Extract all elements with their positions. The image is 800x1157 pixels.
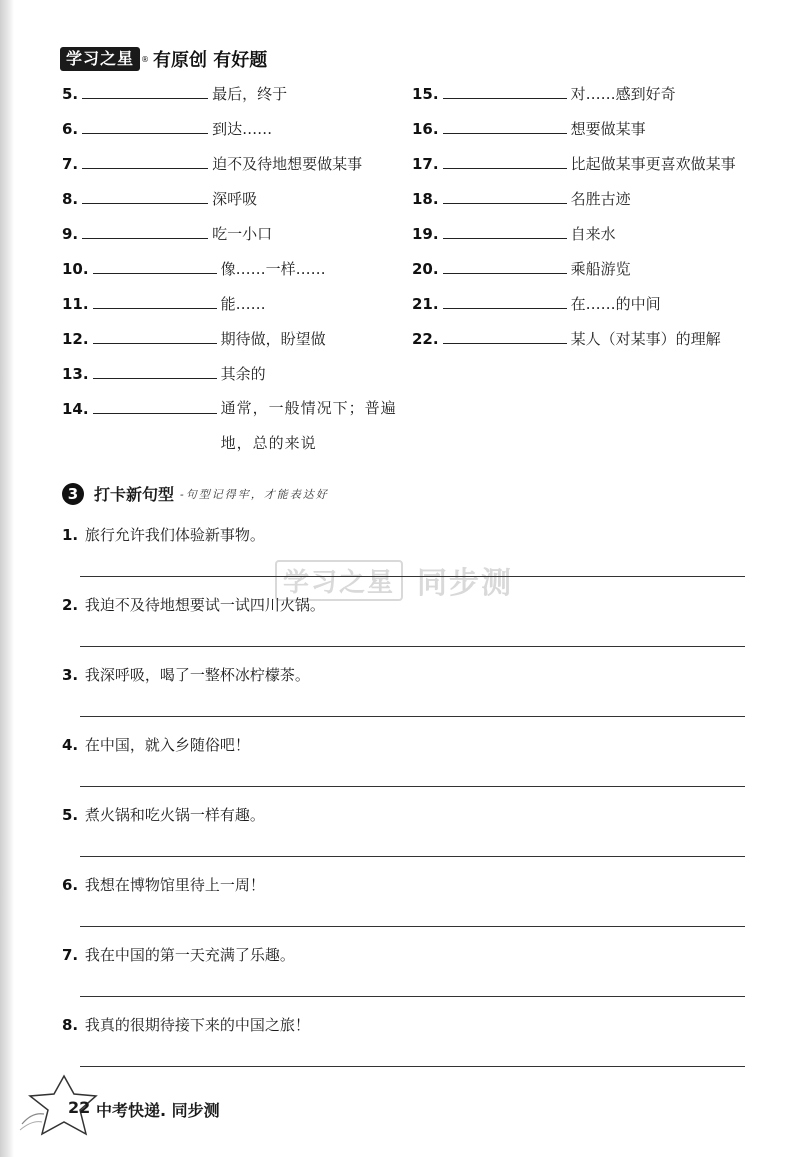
item-number: 3. — [62, 666, 79, 684]
answer-blank[interactable] — [443, 83, 567, 99]
answer-blank[interactable] — [93, 363, 217, 379]
item-number: 19. — [412, 225, 439, 243]
page-edge — [0, 0, 14, 1157]
sentence-text: 我深呼吸，喝了一整杯冰柠檬茶。 — [84, 666, 310, 684]
sentence-text: 我想在博物馆里待上一周！ — [84, 876, 265, 894]
page-number: 22 — [68, 1098, 91, 1117]
sentence-item — [62, 804, 265, 826]
answer-blank[interactable] — [82, 223, 208, 239]
vocab-item — [412, 258, 631, 280]
answer-line[interactable] — [80, 786, 745, 787]
slogan: 有原创 有好题 — [153, 50, 268, 71]
item-meaning: 在……的中间 — [570, 295, 661, 313]
vocab-item — [62, 223, 272, 245]
sentence-text: 在中国，就入乡随俗吧！ — [84, 736, 250, 754]
item-number: 9. — [62, 225, 79, 243]
answer-line[interactable] — [80, 856, 745, 857]
item-number: 5. — [62, 806, 79, 824]
sentence-item — [62, 524, 265, 546]
registered-mark: ® — [141, 54, 150, 64]
item-number: 13. — [62, 365, 89, 383]
sentence-text: 我真的很期待接下来的中国之旅！ — [84, 1016, 310, 1034]
vocab-item — [62, 293, 266, 315]
item-number: 2. — [62, 596, 79, 614]
section-title: 打卡新句型 — [94, 485, 175, 504]
item-meaning: 到达…… — [212, 120, 273, 138]
answer-blank[interactable] — [93, 328, 217, 344]
item-number: 8. — [62, 1016, 79, 1034]
sentence-item — [62, 944, 295, 966]
item-meaning: 自来水 — [570, 225, 616, 243]
item-number: 11. — [62, 295, 89, 313]
item-meaning: 迫不及待地想要做某事 — [212, 155, 363, 173]
item-number: 14. — [62, 400, 89, 418]
item-number: 18. — [412, 190, 439, 208]
item-meaning: 想要做某事 — [570, 120, 646, 138]
item-meaning: 通常，一般情况下；普遍地，总的来说 — [220, 399, 397, 452]
section-heading — [62, 482, 329, 505]
vocab-item — [412, 153, 736, 175]
item-number: 7. — [62, 155, 79, 173]
item-meaning: 比起做某事更喜欢做某事 — [570, 155, 736, 173]
item-number: 22. — [412, 330, 439, 348]
item-meaning: 深呼吸 — [212, 190, 258, 208]
item-meaning: 最后，终于 — [212, 85, 288, 103]
answer-blank[interactable] — [93, 293, 217, 309]
vocab-item — [62, 258, 326, 280]
item-number: 12. — [62, 330, 89, 348]
answer-blank[interactable] — [443, 223, 567, 239]
vocab-item — [412, 328, 721, 350]
item-meaning: 期待做，盼望做 — [220, 330, 326, 348]
watermark-text: 同步测 — [417, 566, 514, 601]
item-number: 6. — [62, 876, 79, 894]
item-number: 10. — [62, 260, 89, 278]
item-meaning: 其余的 — [220, 365, 266, 383]
item-number: 1. — [62, 526, 79, 544]
section-subtitle: -句型记得牢，才能表达好 — [180, 487, 329, 501]
sentence-text: 旅行允许我们体验新事物。 — [84, 526, 265, 544]
answer-blank[interactable] — [82, 83, 208, 99]
item-meaning: 能…… — [220, 295, 266, 313]
vocab-item — [62, 118, 272, 140]
vocab-item — [62, 398, 401, 461]
answer-blank[interactable] — [443, 118, 567, 134]
item-number: 4. — [62, 736, 79, 754]
sentence-item — [62, 1014, 310, 1036]
item-number: 5. — [62, 85, 79, 103]
item-number: 20. — [412, 260, 439, 278]
answer-blank[interactable] — [93, 258, 217, 274]
vocab-item — [412, 223, 616, 245]
vocab-item — [412, 118, 646, 140]
sentence-text: 我在中国的第一天充满了乐趣。 — [84, 946, 295, 964]
item-number: 6. — [62, 120, 79, 138]
section-number-badge: 3 — [62, 483, 84, 505]
sentence-text: 我迫不及待地想要试一试四川火锅。 — [84, 596, 325, 614]
item-meaning: 乘船游览 — [570, 260, 631, 278]
star-badge-icon — [16, 1072, 106, 1142]
item-meaning: 对……感到好奇 — [570, 85, 676, 103]
answer-blank[interactable] — [82, 153, 208, 169]
vocab-item — [62, 153, 362, 175]
item-number: 16. — [412, 120, 439, 138]
answer-line[interactable] — [80, 576, 745, 577]
answer-line[interactable] — [80, 1066, 745, 1067]
answer-blank[interactable] — [82, 118, 208, 134]
header — [60, 46, 267, 72]
item-number: 15. — [412, 85, 439, 103]
footer-title: 中考快递. 同步测 — [96, 1101, 220, 1120]
vocab-item — [62, 328, 326, 350]
answer-blank[interactable] — [443, 328, 567, 344]
sentence-item — [62, 734, 250, 756]
sentence-item — [62, 874, 265, 896]
item-meaning: 像……一样…… — [220, 260, 326, 278]
vocab-item — [412, 293, 661, 315]
answer-blank[interactable] — [443, 188, 567, 204]
vocab-item — [62, 188, 257, 210]
answer-blank[interactable] — [443, 293, 567, 309]
vocab-item — [62, 83, 287, 105]
answer-blank[interactable] — [82, 188, 208, 204]
brand-logo: 学习之星 — [60, 47, 140, 71]
vocab-item — [412, 188, 631, 210]
sentence-item — [62, 594, 325, 616]
vocab-item — [412, 83, 676, 105]
answer-line[interactable] — [80, 996, 745, 997]
sentence-text: 煮火锅和吃火锅一样有趣。 — [84, 806, 265, 824]
item-number: 17. — [412, 155, 439, 173]
answer-line[interactable] — [80, 716, 745, 717]
item-meaning: 吃一小口 — [212, 225, 273, 243]
sentence-item — [62, 664, 310, 686]
footer — [16, 1072, 336, 1142]
item-number: 7. — [62, 946, 79, 964]
item-meaning: 某人（对某事）的理解 — [570, 330, 721, 348]
watermark-logo: 学习之星 — [275, 560, 403, 601]
answer-blank[interactable] — [443, 153, 567, 169]
answer-blank[interactable] — [93, 398, 217, 414]
vocab-item — [62, 363, 266, 385]
item-number: 21. — [412, 295, 439, 313]
item-meaning: 名胜古迹 — [570, 190, 631, 208]
answer-line[interactable] — [80, 926, 745, 927]
answer-blank[interactable] — [443, 258, 567, 274]
item-number: 8. — [62, 190, 79, 208]
answer-line[interactable] — [80, 646, 745, 647]
